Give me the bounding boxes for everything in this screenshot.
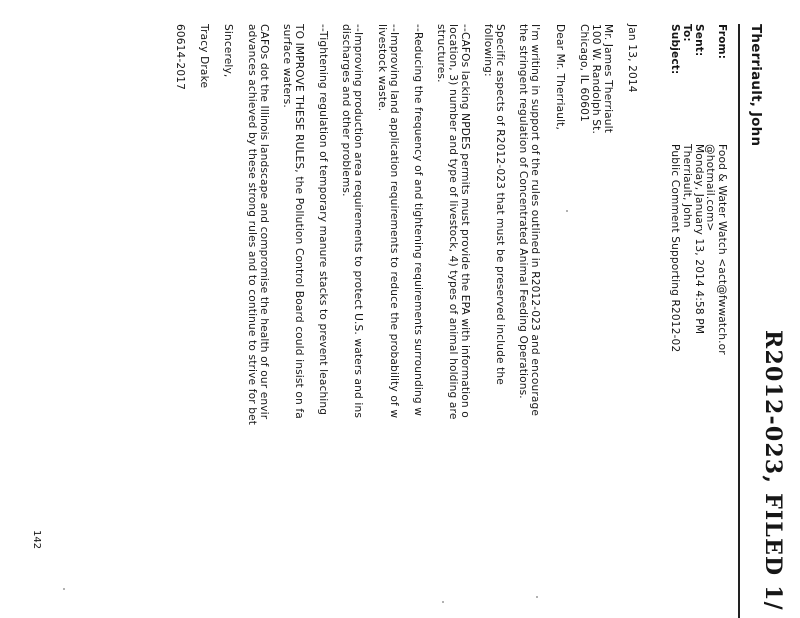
paragraph-line: --Improving land application requirements to reduce the probability of w xyxy=(388,24,400,419)
header-to-value: Therriault, John xyxy=(681,144,693,228)
address-line: 100 W. Randolph St. xyxy=(590,24,602,134)
header-sent-label: Sent: xyxy=(693,24,705,57)
paragraph-line: the stringent regulation of Concentrated Animal Feeding Operations. xyxy=(517,24,529,399)
paragraph-line: --Reducing the frequency of and tightening requirements surrounding w xyxy=(412,24,424,417)
paragraph-line: surface waters. xyxy=(281,24,293,108)
paragraph-line: location, 3) number and type of livestock, 4) types of animal holding are xyxy=(447,24,459,420)
paragraph-line: --CAFOs lacking NPDES permits must provide the EPA with information o xyxy=(459,24,471,418)
paragraph-line: advances achieved by these strong rules and to continue to strive for bet xyxy=(246,24,258,426)
signature-name: Tracy Drake xyxy=(198,24,210,89)
salutation: Dear Mr. Therriault, xyxy=(554,24,566,130)
scan-speck xyxy=(442,601,444,603)
address-line: Mr. James Therriault xyxy=(602,24,614,134)
signature-zip: 60614-2017 xyxy=(174,24,186,90)
address-line: Chicago, IL 60601 xyxy=(578,24,590,122)
paragraph-line: Specific aspects of R2012-023 that must be preserved include the xyxy=(494,24,506,385)
paragraph-line: discharges and other problems. xyxy=(340,24,352,197)
paragraph-line: livestock waste. xyxy=(376,24,388,112)
docket-stamp: R2012-023, FILED 1/ xyxy=(760,330,786,611)
paragraph-line: --Improving production area requirements to protect U.S. waters and ins xyxy=(352,24,364,419)
header-to-label: To: xyxy=(681,24,693,42)
closing: Sincerely, xyxy=(222,24,234,78)
scan-speck xyxy=(566,210,568,212)
paragraph-line: following: xyxy=(482,24,494,77)
header-rule xyxy=(738,24,740,618)
header-from-label: From: xyxy=(716,24,728,60)
header-from-value: Food & Water Watch <act@fwwatch.or xyxy=(716,144,728,355)
header-subject-label: Subject: xyxy=(669,24,681,75)
page-number: 142 xyxy=(31,530,42,550)
header-subject-value: Public Comment Supporting R2012-02 xyxy=(669,144,681,353)
header-sent-value: Monday, January 13, 2014 4:58 PM xyxy=(693,144,705,335)
paragraph-line: structures. xyxy=(435,24,447,83)
header-from-value-cont: @hotmail.com> xyxy=(704,144,716,232)
letter-date: Jan 13, 2014 xyxy=(626,24,638,93)
paragraph-line: CAFOs dot the Illinois landscape and compromise the health of our envir xyxy=(258,24,270,420)
paragraph-line: I'm writing in support of the rules outlined in R2012-023 and encourage xyxy=(529,24,541,417)
paragraph-line: --Tightening regulation of temporary manure stacks to prevent leaching xyxy=(317,24,329,416)
scan-speck xyxy=(536,596,538,598)
sender-name: Therriault, John xyxy=(748,24,764,147)
paragraph-line: TO IMPROVE THESE RULES, the Pollution Control Board could insist on fa xyxy=(293,24,305,419)
scan-speck xyxy=(63,588,65,590)
